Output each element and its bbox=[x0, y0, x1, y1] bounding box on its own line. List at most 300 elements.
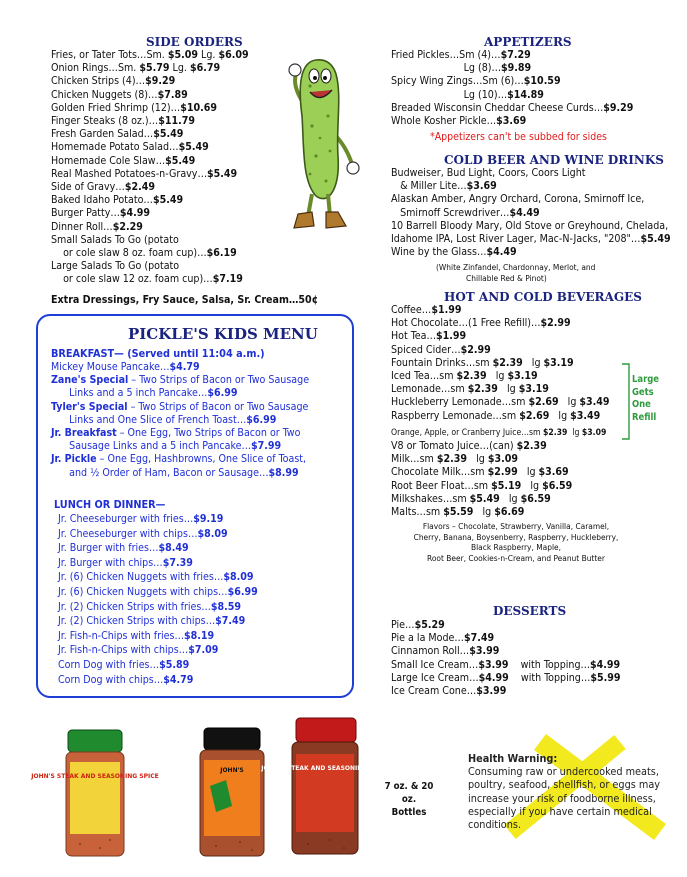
item-text: Large Salads To Go (potato bbox=[51, 260, 180, 273]
kids-item-desc: Jr. (6) Chicken Nuggets with chips… bbox=[58, 585, 228, 598]
item-price: $7.89 bbox=[157, 88, 188, 101]
refill-note bbox=[632, 374, 659, 424]
item-price: $2.39 bbox=[516, 440, 547, 452]
beverage-item bbox=[391, 383, 610, 396]
item-text: Lg (8)… bbox=[391, 62, 502, 75]
item-price: $2.99 bbox=[540, 317, 571, 330]
kids-item-price: $8.09 bbox=[197, 527, 228, 540]
kids-item-desc: Mickey Mouse Pancake… bbox=[51, 361, 170, 373]
refill-line bbox=[632, 374, 659, 387]
item-price: $2.39 bbox=[456, 370, 487, 383]
kids-lunch-list bbox=[58, 512, 258, 687]
item-text: Fried Pickles…Sm (4)… bbox=[391, 49, 501, 61]
kids-breakfast-item bbox=[51, 440, 309, 453]
item-price: $5.49 bbox=[153, 128, 184, 141]
item-price: $2.39 bbox=[492, 356, 523, 369]
kids-item-price: $8.49 bbox=[158, 542, 189, 555]
item-price: $5.19 bbox=[491, 479, 522, 492]
item-price: $3.99 bbox=[478, 658, 509, 671]
item-text: Chicken Strips (4)… bbox=[51, 75, 146, 88]
spice-bottles-icon bbox=[31, 716, 389, 864]
bottles-caption-2: Bottles bbox=[391, 807, 427, 818]
side-order-item bbox=[51, 102, 249, 115]
kids-breakfast-item bbox=[51, 467, 309, 480]
kids-item-name: Zane's Special bbox=[51, 374, 129, 387]
kids-lunch-item bbox=[58, 570, 258, 585]
side-order-item bbox=[51, 260, 249, 273]
beverage-item bbox=[391, 330, 610, 343]
item-text: Spicy Wing Zings…Sm (6)… bbox=[391, 75, 524, 88]
kids-item-desc: – One Egg, Hashbrowns, One Slice of Toast, bbox=[96, 453, 307, 466]
item-price: $2.69 bbox=[528, 396, 559, 409]
flavor-line bbox=[391, 553, 641, 564]
dessert-item bbox=[391, 619, 621, 632]
item-text: lg bbox=[467, 453, 488, 466]
item-text: Lemonade…sm bbox=[391, 383, 468, 396]
wine-note-2: Chillable Red & Pinot) bbox=[466, 273, 547, 283]
kids-lunch-item bbox=[58, 658, 258, 673]
kids-item-name: Jr. Breakfast bbox=[51, 427, 117, 440]
kids-item-price: $4.79 bbox=[169, 361, 200, 373]
item-text: lg bbox=[549, 409, 571, 422]
item-price: $3.99 bbox=[469, 645, 500, 658]
item-text: Dinner Roll… bbox=[51, 220, 113, 233]
item-price: $5.59 bbox=[443, 506, 474, 519]
refill-word: Refill bbox=[632, 411, 657, 423]
kids-item-desc: Jr. Fish-n-Chips with chips… bbox=[58, 644, 189, 657]
dessert-item bbox=[391, 659, 621, 672]
kids-item-desc: – Two Strips of Bacon or Two Sausage bbox=[128, 374, 310, 387]
item-price: $9.29 bbox=[603, 101, 634, 114]
kids-menu-title: PICKLE'S KIDS MENU bbox=[128, 325, 318, 343]
item-text: Breaded Wisconsin Cheddar Cheese Curds… bbox=[391, 101, 604, 114]
warning-text: poultry, seafood, shellfish, or eggs may bbox=[468, 778, 661, 792]
beer-wine-item bbox=[391, 246, 671, 259]
item-price: $6.59 bbox=[520, 492, 551, 505]
flavor-line bbox=[391, 521, 641, 532]
item-price: $2.39 bbox=[542, 428, 568, 438]
side-order-item bbox=[51, 49, 249, 62]
item-text: lg bbox=[517, 466, 539, 479]
item-text: lg bbox=[558, 396, 580, 409]
item-price: $3.19 bbox=[507, 370, 538, 383]
kids-item-price: $7.39 bbox=[162, 556, 193, 569]
bottles-caption-1: 7 oz. & 20 oz. bbox=[384, 781, 434, 805]
warning-text: increase your risk of foodborne illness, bbox=[468, 791, 656, 805]
kids-item-desc: Jr. (2) Chicken Strips with chips… bbox=[58, 615, 216, 628]
item-text: Lg. bbox=[198, 49, 219, 61]
kids-item-name: Jr. Pickle bbox=[51, 453, 97, 466]
health-warning bbox=[468, 752, 660, 831]
flavor-line bbox=[391, 542, 641, 553]
item-price: $1.99 bbox=[431, 304, 462, 316]
beverage-item bbox=[391, 493, 572, 506]
item-text: Orange, Apple, or Cranberry Juice…sm bbox=[391, 428, 543, 438]
side-order-item bbox=[51, 75, 249, 88]
kids-breakfast-item bbox=[51, 453, 309, 466]
item-price: $6.59 bbox=[542, 479, 573, 492]
item-text: Lg (10)… bbox=[391, 88, 508, 101]
beverage-item bbox=[391, 370, 610, 383]
kids-item-desc: Corn Dog with chips… bbox=[58, 673, 164, 686]
beer-wine-item bbox=[391, 167, 671, 180]
item-text: Pie… bbox=[391, 619, 415, 631]
item-text: Budweiser, Bud Light, Coors, Coors Light bbox=[391, 167, 586, 179]
kids-item-price: $5.89 bbox=[159, 658, 190, 671]
item-price: $5.49 bbox=[206, 167, 238, 180]
item-text: Chicken Nuggets (8)… bbox=[51, 88, 158, 101]
item-text: Whole Kosher Pickle… bbox=[391, 115, 497, 128]
item-price: $3.99 bbox=[476, 685, 507, 698]
pickle-mascot-icon bbox=[282, 56, 364, 234]
kids-item-price: $6.99 bbox=[227, 585, 258, 598]
kids-item-desc: Corn Dog with fries… bbox=[58, 658, 160, 671]
item-text: Chocolate Milk…sm bbox=[391, 466, 488, 479]
beverages-list-2 bbox=[391, 440, 572, 519]
item-price: $4.49 bbox=[509, 206, 540, 219]
beverage-item bbox=[391, 304, 610, 317]
item-price: $3.49 bbox=[579, 396, 610, 409]
item-text: Hot Chocolate…(1 Free Refill)… bbox=[391, 317, 541, 330]
shake-flavors bbox=[391, 521, 641, 563]
kids-item-price: $4.79 bbox=[163, 673, 194, 686]
side-order-item bbox=[51, 273, 249, 286]
item-text: Spiced Cider… bbox=[391, 343, 461, 356]
item-price: $4.99 bbox=[590, 658, 621, 671]
refill-word: Large bbox=[632, 374, 659, 385]
item-price: $5.49 bbox=[165, 154, 196, 167]
item-text: lg bbox=[499, 492, 521, 505]
kids-item-price: $8.19 bbox=[184, 629, 215, 642]
extra-dressings-line: Extra Dressings, Fry Sauce, Salsa, Sr. Cream…50¢ bbox=[51, 294, 319, 306]
refill-line bbox=[632, 387, 659, 400]
kids-lunch-item bbox=[58, 600, 258, 615]
item-text: lg bbox=[497, 383, 519, 396]
kids-lunch-item bbox=[58, 512, 258, 527]
appetizer-item bbox=[391, 75, 633, 88]
beverage-item bbox=[391, 440, 572, 453]
item-text: Fountain Drinks…sm bbox=[391, 356, 493, 369]
warning-line bbox=[468, 818, 660, 831]
beverage-item bbox=[391, 344, 610, 357]
kids-item-desc: Jr. Burger with chips… bbox=[58, 556, 163, 569]
appetizer-item bbox=[391, 89, 633, 102]
appetizers-list bbox=[391, 49, 633, 128]
beer-wine-item bbox=[391, 207, 671, 220]
side-order-item bbox=[51, 247, 249, 260]
kids-item-name: Tyler's Special bbox=[51, 400, 128, 413]
dessert-item bbox=[391, 685, 621, 698]
appetizer-item bbox=[391, 102, 633, 115]
kids-item-price: $6.99 bbox=[207, 387, 238, 400]
item-price: $1.99 bbox=[436, 330, 467, 343]
kids-item-desc: Jr. (2) Chicken Strips with fries… bbox=[58, 600, 211, 613]
beer-wine-item bbox=[391, 180, 671, 193]
item-price: $4.99 bbox=[478, 671, 509, 684]
item-price: $10.69 bbox=[180, 101, 217, 114]
item-text: Golden Fried Shrimp (12)… bbox=[51, 101, 181, 114]
side-order-item bbox=[51, 115, 249, 128]
item-text: lg bbox=[567, 428, 582, 438]
item-text: Milk…sm bbox=[391, 453, 437, 466]
item-price: $3.19 bbox=[518, 383, 549, 396]
beverage-item bbox=[391, 410, 610, 423]
kids-lunch-item bbox=[58, 643, 258, 658]
item-text: Lg. bbox=[169, 62, 190, 75]
item-price: $4.49 bbox=[486, 246, 517, 259]
appetizers-title: APPETIZERS bbox=[484, 35, 572, 49]
kids-breakfast-item bbox=[51, 361, 309, 374]
beverages-title: HOT AND COLD BEVERAGES bbox=[444, 290, 642, 304]
item-text: & Miller Lite… bbox=[391, 180, 467, 193]
kids-item-price: $7.09 bbox=[188, 644, 219, 657]
kids-item-desc: and ½ Order of Ham, Bacon or Sausage… bbox=[51, 466, 269, 479]
beer-wine-title: COLD BEER AND WINE DRINKS bbox=[444, 153, 664, 167]
item-price: $14.89 bbox=[507, 88, 544, 101]
item-price: $7.19 bbox=[212, 273, 243, 286]
beer-wine-list bbox=[391, 167, 671, 259]
side-order-item bbox=[51, 141, 249, 154]
kids-breakfast-item bbox=[51, 401, 309, 414]
kids-lunch-item bbox=[58, 541, 258, 556]
side-order-item bbox=[51, 181, 249, 194]
kids-lunch-item bbox=[58, 629, 258, 644]
kids-item-desc: Jr. Cheeseburger with chips… bbox=[58, 527, 198, 540]
kids-breakfast-item bbox=[51, 374, 309, 387]
item-text: V8 or Tomato Juice…(can) bbox=[391, 440, 517, 452]
side-order-item bbox=[51, 155, 249, 168]
warning-line bbox=[468, 792, 660, 805]
kids-lunch-item bbox=[58, 585, 258, 600]
refill-word: Gets bbox=[632, 386, 654, 398]
item-price: $4.99 bbox=[119, 207, 151, 220]
warning-line bbox=[468, 778, 660, 791]
appetizer-item bbox=[391, 49, 633, 62]
item-price: $2.29 bbox=[112, 220, 143, 233]
appetizer-item bbox=[391, 115, 633, 128]
side-order-item bbox=[51, 89, 249, 102]
item-text: Huckleberry Lemonade…sm bbox=[391, 396, 529, 409]
item-price: $5.79 bbox=[139, 62, 170, 75]
beverage-item bbox=[391, 466, 572, 479]
kids-item-price: $8.99 bbox=[268, 466, 299, 479]
item-price: $5.29 bbox=[414, 619, 445, 631]
side-order-item bbox=[51, 234, 249, 247]
beverage-item bbox=[391, 453, 572, 466]
item-price: $7.29 bbox=[500, 49, 531, 61]
refill-line bbox=[632, 399, 659, 412]
kids-item-desc: Jr. (6) Chicken Nuggets with fries… bbox=[58, 571, 224, 584]
side-order-item bbox=[51, 207, 249, 220]
item-price: $5.49 bbox=[469, 492, 500, 505]
item-text: Finger Steaks (8 oz.)… bbox=[51, 115, 159, 128]
item-text: Cinnamon Roll… bbox=[391, 645, 470, 658]
desserts-list bbox=[391, 619, 621, 698]
item-price: $6.69 bbox=[494, 506, 525, 519]
dessert-item bbox=[391, 645, 621, 658]
item-price: $5.09 bbox=[167, 49, 199, 61]
kids-breakfast-item bbox=[51, 387, 309, 400]
kids-item-desc: Links and a 5 inch Pancake… bbox=[51, 387, 208, 400]
side-order-item bbox=[51, 194, 249, 207]
item-text: Idahome IPA, Lost River Lager, Mac-N-Jacks, "208"… bbox=[391, 233, 641, 246]
item-text: Hot Tea… bbox=[391, 330, 437, 343]
item-price: $3.19 bbox=[543, 356, 574, 369]
item-price: $11.79 bbox=[158, 115, 195, 128]
item-text: with Topping… bbox=[508, 658, 591, 671]
item-text: or cole slaw 8 oz. foam cup)… bbox=[51, 247, 207, 260]
kids-item-desc: Jr. Cheeseburger with fries… bbox=[58, 513, 194, 525]
beverage-item bbox=[391, 357, 610, 370]
flavor-text: Cherry, Banana, Boysenberry, Raspberry, Huckleberry, bbox=[413, 531, 619, 542]
item-text: lg bbox=[486, 370, 508, 383]
side-order-item bbox=[51, 62, 249, 75]
item-text: Small Salads To Go (potato bbox=[51, 233, 179, 246]
item-text: Homemade Potato Salad… bbox=[51, 141, 179, 154]
item-price: $9.89 bbox=[501, 62, 532, 75]
item-text: Real Mashed Potatoes-n-Gravy… bbox=[51, 167, 207, 180]
item-text: Burger Patty… bbox=[51, 207, 120, 220]
side-orders-list bbox=[51, 49, 249, 287]
item-text: lg bbox=[473, 506, 495, 519]
item-text: Smirnoff Screwdriver… bbox=[391, 206, 510, 219]
warning-text: especially if you have certain medical bbox=[468, 804, 652, 818]
bottles-caption bbox=[378, 780, 440, 819]
item-text: Iced Tea…sm bbox=[391, 370, 457, 383]
item-price: $2.99 bbox=[460, 343, 491, 356]
kids-lunch-heading: LUNCH OR DINNER— bbox=[54, 498, 166, 511]
flavor-text: Black Raspberry, Maple, bbox=[470, 542, 562, 552]
item-text: Onion Rings…Sm. bbox=[51, 62, 140, 75]
item-price: $2.99 bbox=[487, 466, 518, 479]
kids-lunch-item bbox=[58, 556, 258, 571]
refill-line bbox=[632, 412, 659, 425]
item-price: $3.69 bbox=[466, 180, 497, 193]
item-text: Malts…sm bbox=[391, 506, 444, 519]
warning-text: Consuming raw or undercooked meats, bbox=[468, 765, 659, 779]
kids-item-price: $6.99 bbox=[246, 413, 277, 426]
item-text: Wine by the Glass… bbox=[391, 246, 487, 259]
item-price: $7.49 bbox=[463, 632, 495, 645]
kids-lunch-item bbox=[58, 527, 258, 542]
item-text: Alaskan Amber, Angry Orchard, Corona, Smirnoff Ice, bbox=[391, 193, 645, 206]
item-text: Baked Idaho Potato… bbox=[51, 194, 153, 207]
item-text: or cole slaw 12 oz. foam cup)… bbox=[51, 273, 213, 286]
beverage-item bbox=[391, 317, 610, 330]
kids-breakfast-item bbox=[51, 414, 309, 427]
beverage-item bbox=[391, 506, 572, 519]
item-price: $9.29 bbox=[145, 75, 176, 88]
beer-wine-item bbox=[391, 220, 671, 233]
beverages-list bbox=[391, 304, 610, 423]
kids-breakfast-heading: BREAKFAST— (Served until 11:04 a.m.) bbox=[51, 347, 265, 360]
beverage-item bbox=[391, 427, 606, 440]
flavor-line bbox=[391, 532, 641, 543]
flavor-text: Root Beer, Cookies-n-Cream, and Peanut Butter bbox=[427, 552, 605, 563]
dessert-item bbox=[391, 672, 621, 685]
refill-bracket-icon bbox=[621, 363, 631, 441]
item-price: $6.19 bbox=[206, 247, 237, 260]
item-text: Milkshakes…sm bbox=[391, 492, 470, 505]
kids-item-price: $7.49 bbox=[215, 615, 246, 628]
beer-wine-item bbox=[391, 233, 671, 246]
item-text: lg bbox=[522, 356, 544, 369]
item-price: $3.09 bbox=[581, 428, 607, 438]
item-price: $2.39 bbox=[436, 453, 468, 466]
item-price: $6.09 bbox=[218, 49, 249, 61]
warning-line bbox=[468, 805, 660, 818]
appetizer-item bbox=[391, 62, 633, 75]
side-order-item bbox=[51, 128, 249, 141]
side-orders-title: SIDE ORDERS bbox=[146, 35, 243, 49]
item-text: Small Ice Cream… bbox=[391, 658, 479, 671]
item-price: $5.49 bbox=[178, 141, 209, 154]
item-price: $3.09 bbox=[487, 453, 518, 466]
item-text: Ice Cream Cone… bbox=[391, 685, 477, 698]
item-price: $5.49 bbox=[152, 194, 184, 207]
kids-item-desc: – Two Strips of Bacon or Two Sausage bbox=[127, 400, 309, 413]
flavor-text: Flavors – Chocolate, Strawberry, Vanilla, Caramel, bbox=[422, 521, 610, 531]
item-price: $2.49 bbox=[124, 181, 155, 194]
side-order-item bbox=[51, 221, 249, 234]
item-text: lg bbox=[521, 479, 543, 492]
item-text: Coffee… bbox=[391, 304, 432, 316]
kids-item-price: $8.59 bbox=[210, 600, 242, 613]
desserts-title: DESSERTS bbox=[493, 604, 567, 618]
side-order-item bbox=[51, 168, 249, 181]
appetizers-note: *Appetizers can't be subbed for sides bbox=[430, 131, 607, 143]
kids-item-price: $7.99 bbox=[251, 440, 282, 453]
kids-lunch-item bbox=[58, 673, 258, 688]
beverage-item bbox=[391, 396, 610, 409]
item-price: $5.99 bbox=[590, 671, 621, 684]
item-price: $3.69 bbox=[496, 115, 527, 128]
kids-item-desc: Links and One Slice of French Toast… bbox=[51, 413, 247, 426]
kids-item-desc: Sausage Links and a 5 inch Pancake… bbox=[51, 440, 252, 453]
bottle-2-label: JOHN'S bbox=[220, 767, 244, 774]
item-text: Large Ice Cream… bbox=[391, 671, 479, 684]
warning-line bbox=[468, 765, 660, 778]
item-price: $3.49 bbox=[570, 409, 601, 422]
wine-note-1: (White Zinfandel, Chardonnay, Merlot, and bbox=[436, 262, 596, 272]
kids-breakfast-item bbox=[51, 427, 309, 440]
item-price: $3.69 bbox=[538, 466, 569, 479]
beverage-item bbox=[391, 480, 572, 493]
item-text: Pie a la Mode… bbox=[391, 632, 464, 645]
refill-word: One bbox=[632, 399, 651, 410]
item-price: $6.79 bbox=[189, 62, 221, 75]
kids-item-desc: Jr. Fish-n-Chips with fries… bbox=[58, 629, 185, 642]
kids-breakfast-list bbox=[51, 361, 309, 480]
health-warning-title: Health Warning: bbox=[468, 752, 558, 765]
item-text: Fries, or Tater Tots…Sm. bbox=[51, 49, 168, 61]
item-price: $2.69 bbox=[519, 409, 550, 422]
item-text: Side of Gravy… bbox=[51, 181, 125, 194]
item-text: 10 Barrell Bloody Mary, Old Stove or Greyhound, Chelada, bbox=[391, 219, 669, 232]
item-text: with Topping… bbox=[508, 671, 591, 684]
item-text: Homemade Cole Slaw… bbox=[51, 154, 166, 167]
warning-text: conditions. bbox=[468, 818, 522, 832]
kids-lunch-item bbox=[58, 614, 258, 629]
bottle-1-label: JOHN'S STEAK AND SEASONING SPICE bbox=[31, 773, 159, 780]
item-price: $10.59 bbox=[523, 75, 561, 88]
kids-item-price: $8.09 bbox=[223, 571, 254, 584]
item-price: $2.39 bbox=[467, 383, 498, 396]
kids-item-desc: – One Egg, Two Strips of Bacon or Two bbox=[116, 427, 301, 440]
item-text: Fresh Garden Salad… bbox=[51, 128, 154, 141]
item-text: Raspberry Lemonade…sm bbox=[391, 409, 520, 422]
kids-item-desc: Jr. Burger with fries… bbox=[58, 542, 159, 555]
